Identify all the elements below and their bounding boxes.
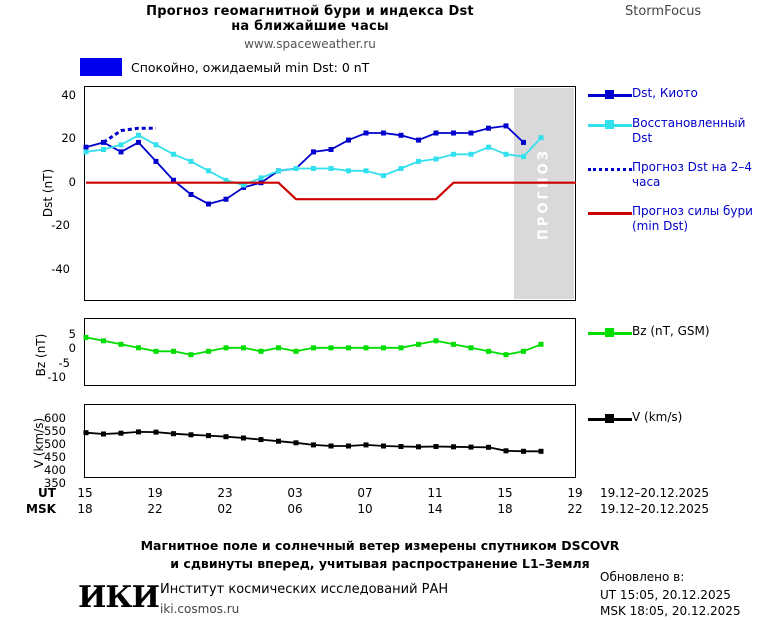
msk-tick-7: 22 — [567, 502, 583, 516]
bz-ytick-0: 5 — [68, 327, 76, 341]
legend-item-storm-forecast — [588, 204, 758, 234]
dst-ytick-4: -40 — [51, 262, 70, 276]
legend-item-dst-kyoto — [588, 86, 758, 102]
ut-tick-1: 19 — [147, 486, 163, 500]
v-legend — [588, 410, 758, 440]
legend-label-dst-restored: Восстановленный Dst — [632, 116, 746, 145]
status-swatch — [80, 58, 122, 76]
storm-forecast-marker — [588, 206, 632, 220]
ut-row-label: UT — [38, 486, 56, 500]
v-series-layer — [85, 405, 577, 479]
series-legend — [588, 86, 758, 248]
institute-url[interactable]: iki.cosmos.ru — [160, 602, 240, 616]
bz-plot-area — [84, 318, 576, 386]
footer-note-2: и сдвинуты вперед, учитывая распространение L1–Земля — [170, 556, 590, 571]
title-line-1: Прогноз геомагнитной бури и индекса Dst — [146, 4, 474, 19]
ut-tick-0: 15 — [77, 486, 93, 500]
legend-item-bz — [588, 324, 758, 340]
v-axis-label: V (km/s) — [32, 417, 46, 469]
msk-tick-3: 06 — [287, 502, 303, 516]
legend-label-bz: Bz (nT, GSM) — [632, 324, 710, 338]
v-ytick-2: 500 — [44, 437, 66, 451]
msk-row-label: MSK — [26, 502, 56, 516]
v-marker — [588, 412, 632, 426]
dst-ytick-1: 20 — [61, 131, 76, 145]
bz-ytick-2: -5 — [58, 356, 70, 370]
dst-forecast-marker — [588, 162, 632, 176]
ut-tick-6: 15 — [497, 486, 513, 500]
v-ytick-4: 400 — [44, 463, 66, 477]
dst-ytick-2: 0 — [68, 175, 76, 189]
legend-item-v — [588, 410, 758, 426]
bz-axis-label: Bz (nT) — [34, 333, 48, 377]
ut-tick-2: 23 — [217, 486, 233, 500]
v-ytick-5: 350 — [44, 476, 66, 490]
footer-note-1: Магнитное поле и солнечный ветер измерены спутником DSCOVR — [140, 538, 620, 553]
institute-name: Институт космических исследований РАН — [160, 582, 449, 597]
updated-title: Обновлено в: — [600, 570, 685, 584]
legend-label-dst-kyoto: Dst, Киото — [632, 86, 698, 100]
iki-logo: ИКИ — [78, 580, 159, 615]
ut-date: 19.12–20.12.2025 — [600, 486, 710, 500]
site-url: www.spaceweather.ru — [244, 37, 376, 51]
msk-date: 19.12–20.12.2025 — [600, 502, 710, 516]
bz-ytick-3: -10 — [47, 370, 66, 384]
page-title — [0, 4, 620, 51]
dst-ytick-3: -20 — [51, 218, 70, 232]
legend-item-dst-forecast — [588, 160, 758, 190]
status-legend — [80, 58, 369, 76]
bz-legend — [588, 324, 758, 354]
dst-restored-marker — [588, 118, 632, 132]
dst-axis-label: Dst (nT) — [41, 168, 55, 218]
bz-ytick-1: 0 — [68, 341, 76, 355]
legend-label-storm-forecast: Прогноз силы бури (min Dst) — [632, 204, 753, 233]
ut-tick-5: 11 — [427, 486, 443, 500]
msk-tick-1: 22 — [147, 502, 163, 516]
msk-tick-4: 10 — [357, 502, 373, 516]
updated-ut: UT 15:05, 20.12.2025 — [600, 588, 731, 602]
v-plot-area — [84, 404, 576, 478]
legend-item-dst-restored — [588, 116, 758, 146]
brand-label: StormFocus — [625, 4, 702, 19]
ut-tick-7: 19 — [567, 486, 583, 500]
msk-tick-2: 02 — [217, 502, 233, 516]
msk-tick-0: 18 — [77, 502, 93, 516]
msk-tick-5: 14 — [427, 502, 443, 516]
ut-tick-4: 07 — [357, 486, 373, 500]
bz-series-layer — [85, 319, 577, 387]
status-text: Спокойно, ожидаемый min Dst: 0 nT — [131, 59, 370, 75]
legend-label-v: V (km/s) — [632, 410, 683, 424]
title-line-2: на ближайшие часы — [231, 19, 389, 34]
bz-marker — [588, 326, 632, 340]
updated-msk: MSK 18:05, 20.12.2025 — [600, 604, 741, 618]
dst-plot-area — [84, 86, 576, 301]
legend-label-dst-forecast: Прогноз Dst на 2–4 часа — [632, 160, 752, 189]
v-ytick-3: 450 — [44, 450, 66, 464]
v-ytick-1: 550 — [44, 424, 66, 438]
dst-series-layer — [85, 87, 577, 302]
forecast-band-label: ПРОГНОЗ — [536, 147, 552, 240]
dst-ytick-0: 40 — [61, 88, 76, 102]
ut-tick-3: 03 — [287, 486, 303, 500]
dst-kyoto-marker — [588, 88, 632, 102]
msk-tick-6: 18 — [497, 502, 513, 516]
v-ytick-0: 600 — [44, 411, 66, 425]
